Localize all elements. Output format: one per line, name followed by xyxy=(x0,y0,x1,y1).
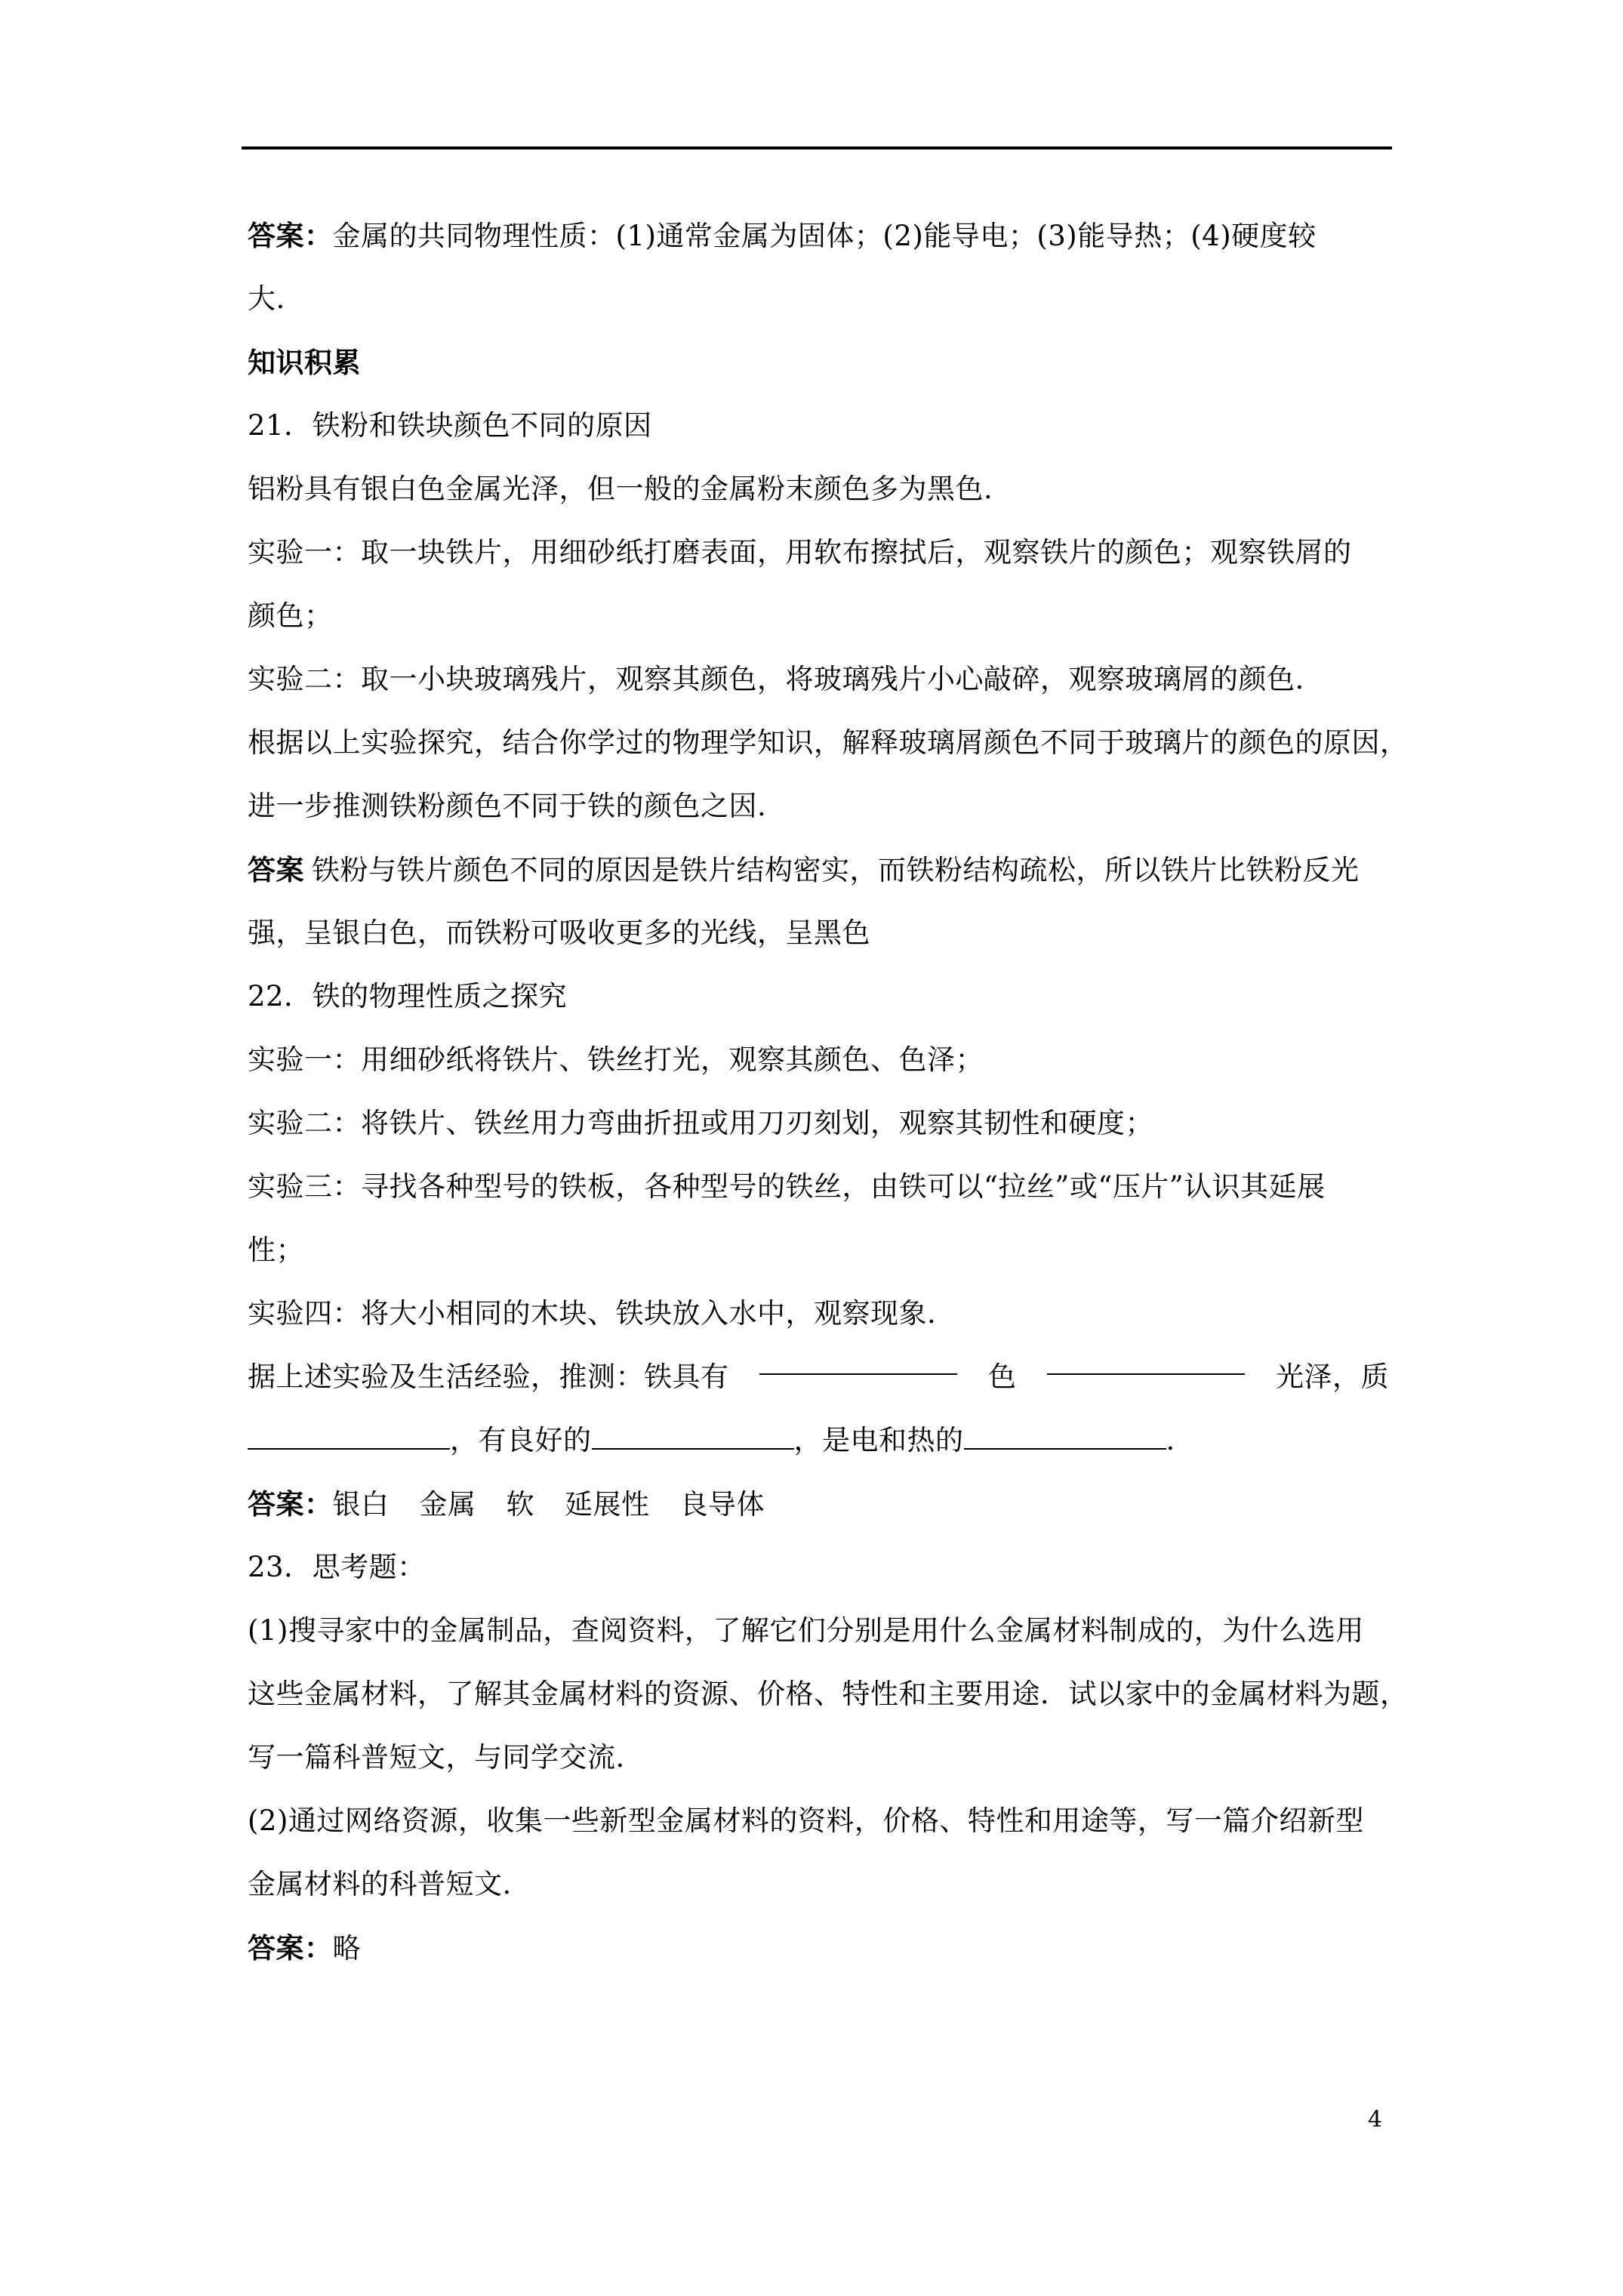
text-line: 实验一：用细砂纸将铁片、铁丝打光，观察其颜色、色泽； xyxy=(248,1043,984,1076)
fill-text: . xyxy=(1166,1424,1175,1456)
fill-text: ，是电和热的 xyxy=(793,1424,964,1456)
answer-item: 银白 xyxy=(332,1488,390,1521)
text-line: 实验一：取一块铁片，用细砂纸打磨表面，用软布擦拭后，观察铁片的颜色；观察铁屑的 xyxy=(248,536,1352,569)
text-line: 实验二：取一小块玻璃残片，观察其颜色，将玻璃残片小心敲碎，观察玻璃屑的颜色. xyxy=(248,663,1304,695)
answer-item: 延展性 xyxy=(565,1488,650,1521)
document-body xyxy=(248,204,1409,1980)
text-line: 强，呈银白色，而铁粉可吸收更多的光线，呈黑色 xyxy=(248,917,870,949)
answer-label: 答案： xyxy=(248,1931,333,1965)
text-line: 这些金属材料，了解其金属材料的资源、价格、特性和主要用途．试以家中的金属材料为题， xyxy=(248,1678,1409,1710)
fill-blank[interactable] xyxy=(1047,1345,1245,1375)
answer-line-21 xyxy=(248,838,1389,901)
text-line: 写一篇科普短文，与同学交流. xyxy=(248,1741,625,1774)
text-line: 性； xyxy=(248,1234,304,1266)
fill-text: 光泽，质 xyxy=(1276,1361,1389,1393)
fill-blank[interactable] xyxy=(248,1420,450,1450)
text-line: 实验三：寻找各种型号的铁板，各种型号的铁丝，由铁可以“拉丝”或“压片”认识其延展 xyxy=(248,1170,1326,1203)
answer-label: 答案： xyxy=(248,1487,333,1521)
answer-text: 铁粉与铁片颜色不同的原因是铁片结构密实，而铁粉结构疏松，所以铁片比铁粉反光 xyxy=(312,854,1360,886)
fill-blank[interactable] xyxy=(592,1420,794,1450)
question-title-22: 22．铁的物理性质之探究 xyxy=(248,980,568,1012)
answer-text: 金属的共同物理性质：(1)通常金属为固体；(2)能导电；(3)能导热；(4)硬度较 xyxy=(332,220,1317,252)
fill-blank[interactable] xyxy=(759,1345,957,1375)
answer-line-20 xyxy=(248,204,1389,267)
text-line: (2)通过网络资源，收集一些新型金属材料的资料，价格、特性和用途等，写一篇介绍新型 xyxy=(248,1804,1364,1837)
answer-item: 软 xyxy=(506,1488,534,1521)
fill-in-line-2 xyxy=(248,1409,1389,1472)
answer-label: 答案： xyxy=(248,219,333,252)
fill-text: ，有良好的 xyxy=(450,1424,592,1456)
fill-text: 据上述实验及生活经验，推测：铁具有 xyxy=(248,1361,729,1393)
answer-item: 金属 xyxy=(419,1488,476,1521)
text-line: 金属材料的科普短文. xyxy=(248,1868,512,1900)
answer-label: 答案 xyxy=(248,853,304,886)
text-line: 大. xyxy=(248,282,285,315)
section-heading: 知识积累 xyxy=(248,346,361,379)
header-rule xyxy=(242,146,1392,149)
page-number: 4 xyxy=(1368,2106,1383,2133)
answer-line-22 xyxy=(248,1472,1389,1536)
fill-text: 色 xyxy=(988,1361,1017,1393)
question-title-21: 21．铁粉和铁块颜色不同的原因 xyxy=(248,409,652,442)
text-line: 颜色； xyxy=(248,599,333,632)
text-line: 实验四：将大小相同的木块、铁块放入水中，观察现象. xyxy=(248,1297,937,1330)
question-title-23: 23．思考题： xyxy=(248,1551,426,1583)
answer-item: 良导体 xyxy=(679,1488,765,1521)
answer-line-23 xyxy=(248,1916,1389,1980)
text-line: 实验二：将铁片、铁丝用力弯曲折扭或用刀刃刻划，观察其韧性和硬度； xyxy=(248,1107,1153,1139)
text-line: 铝粉具有银白色金属光泽，但一般的金属粉末颜色多为黑色. xyxy=(248,473,993,505)
fill-in-line-1 xyxy=(248,1345,1389,1409)
text-line: 根据以上实验探究，结合你学过的物理学知识，解释玻璃屑颜色不同于玻璃片的颜色的原因， xyxy=(248,726,1409,759)
answer-text: 略 xyxy=(332,1932,361,1965)
text-line: 进一步推测铁粉颜色不同于铁的颜色之因. xyxy=(248,790,767,822)
fill-blank[interactable] xyxy=(964,1420,1166,1450)
text-line: (1)搜寻家中的金属制品，查阅资料，了解它们分别是用什么金属材料制成的，为什么选用 xyxy=(248,1614,1364,1647)
